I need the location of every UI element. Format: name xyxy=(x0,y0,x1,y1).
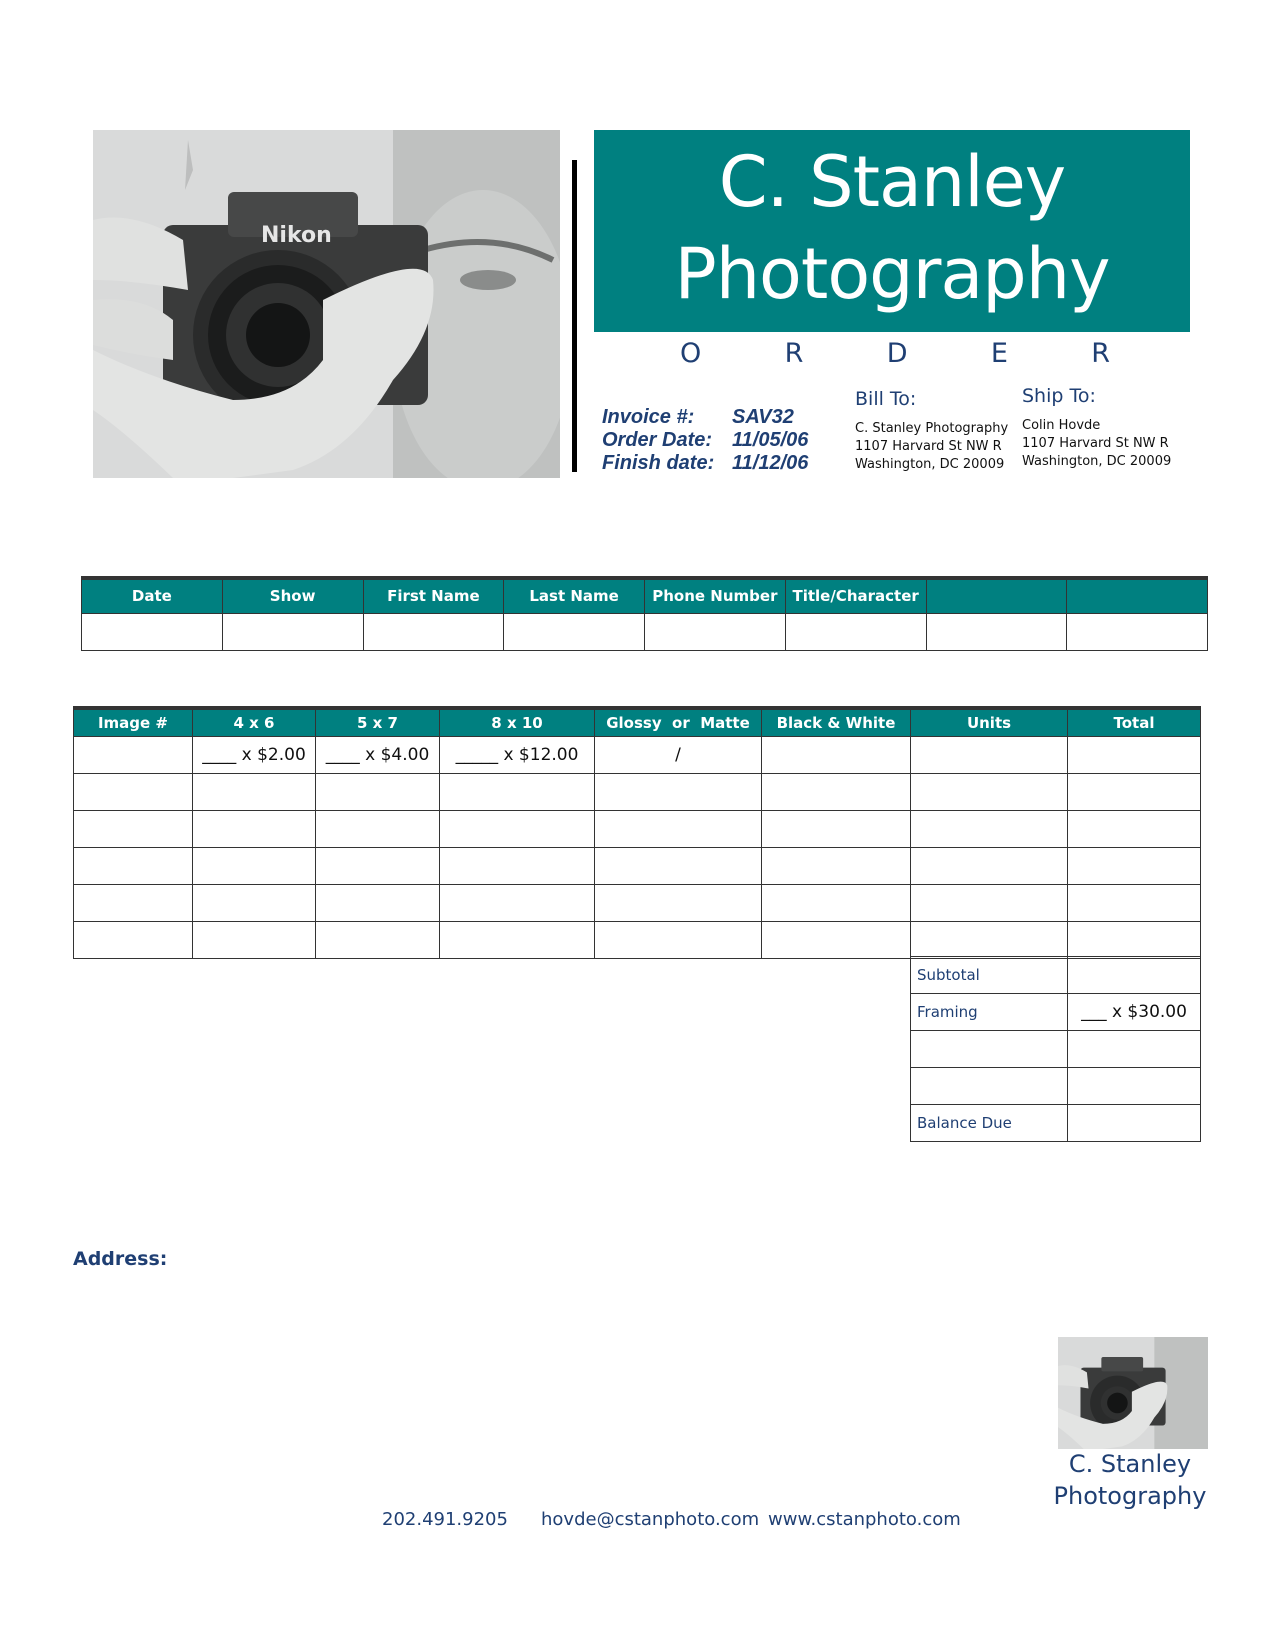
table-cell[interactable] xyxy=(74,773,193,810)
footer-phone: 202.491.9205 xyxy=(382,1509,508,1530)
header-show: Show xyxy=(222,578,363,613)
table-cell[interactable] xyxy=(785,613,926,650)
subtotal-value[interactable] xyxy=(1068,957,1201,994)
balance-due-row xyxy=(911,1105,1201,1142)
finish-choice-cell[interactable]: / xyxy=(595,736,762,773)
table-cell[interactable] xyxy=(82,613,223,650)
table-cell[interactable] xyxy=(440,921,595,958)
subtotal-row xyxy=(911,957,1201,994)
table-cell[interactable] xyxy=(595,847,762,884)
price-5x7-cell[interactable]: ____ x $4.00 xyxy=(316,736,440,773)
table-row xyxy=(74,921,1201,958)
framing-label: Framing xyxy=(911,994,1068,1031)
table-cell[interactable] xyxy=(911,847,1068,884)
customer-table xyxy=(81,576,1208,651)
table-row xyxy=(74,773,1201,810)
table-cell[interactable] xyxy=(440,884,595,921)
balance-due-value[interactable] xyxy=(1068,1105,1201,1142)
title-line-2: Photography xyxy=(674,233,1110,315)
table-cell[interactable] xyxy=(440,773,595,810)
table-cell[interactable] xyxy=(911,810,1068,847)
table-cell[interactable] xyxy=(762,773,911,810)
table-cell[interactable] xyxy=(1068,847,1201,884)
table-cell[interactable] xyxy=(1067,613,1208,650)
table-header-row xyxy=(74,708,1201,736)
order-letter: O xyxy=(680,338,702,369)
bill-to-line: 1107 Harvard St NW R xyxy=(855,439,1002,454)
framing-row xyxy=(911,994,1201,1031)
table-cell[interactable] xyxy=(74,736,193,773)
bill-to-line: C. Stanley Photography xyxy=(855,421,1009,436)
table-cell[interactable] xyxy=(440,847,595,884)
table-cell[interactable] xyxy=(911,921,1068,958)
table-cell[interactable] xyxy=(595,884,762,921)
table-cell[interactable] xyxy=(363,613,504,650)
table-cell[interactable] xyxy=(74,921,193,958)
table-cell[interactable] xyxy=(193,773,316,810)
header-title-character: Title/Character xyxy=(785,578,926,613)
table-cell[interactable] xyxy=(316,847,440,884)
table-cell[interactable] xyxy=(193,884,316,921)
title-banner xyxy=(594,130,1190,332)
footer-brand xyxy=(1030,1448,1230,1512)
table-cell[interactable] xyxy=(762,847,911,884)
footer-brand-line-2: Photography xyxy=(1053,1482,1207,1510)
header-4x6: 4 x 6 xyxy=(193,708,316,736)
footer-website[interactable]: www.cstanphoto.com xyxy=(768,1509,961,1530)
header-units: Units xyxy=(911,708,1068,736)
header-blank xyxy=(1067,578,1208,613)
header-image-number: Image # xyxy=(74,708,193,736)
subtotal-label: Subtotal xyxy=(911,957,1068,994)
table-cell[interactable] xyxy=(1068,773,1201,810)
header-5x7: 5 x 7 xyxy=(316,708,440,736)
table-cell[interactable] xyxy=(911,736,1068,773)
table-header-row xyxy=(82,578,1208,613)
price-4x6-cell[interactable]: ____ x $2.00 xyxy=(193,736,316,773)
table-row xyxy=(74,884,1201,921)
table-cell[interactable] xyxy=(222,613,363,650)
bill-to-heading: Bill To: xyxy=(855,388,917,410)
table-cell[interactable] xyxy=(762,736,911,773)
price-8x10-cell[interactable]: _____ x $12.00 xyxy=(440,736,595,773)
table-cell[interactable] xyxy=(911,773,1068,810)
invoice-number-value: SAV32 xyxy=(732,406,794,428)
table-cell[interactable] xyxy=(74,810,193,847)
table-row xyxy=(911,1031,1201,1068)
ship-to-heading: Ship To: xyxy=(1022,385,1096,407)
svg-text:Nikon: Nikon xyxy=(261,223,332,248)
table-cell[interactable] xyxy=(911,1068,1068,1105)
table-cell[interactable] xyxy=(193,847,316,884)
photographer-photo xyxy=(93,130,560,478)
table-cell[interactable] xyxy=(1068,810,1201,847)
header-phone-number: Phone Number xyxy=(645,578,786,613)
address-label: Address: xyxy=(73,1248,168,1270)
table-cell[interactable] xyxy=(595,810,762,847)
header-date: Date xyxy=(82,578,223,613)
balance-due-label: Balance Due xyxy=(911,1105,1068,1142)
order-heading xyxy=(680,338,1110,369)
summary-table xyxy=(910,956,1201,1142)
ship-to-line: Colin Hovde xyxy=(1022,418,1101,433)
invoice-info xyxy=(602,406,808,475)
items-table xyxy=(73,706,1201,959)
table-cell[interactable] xyxy=(595,921,762,958)
order-letter: D xyxy=(886,338,908,369)
header-glossy-matte: Glossy or Matte xyxy=(595,708,762,736)
header-8x10: 8 x 10 xyxy=(440,708,595,736)
table-cell[interactable] xyxy=(762,884,911,921)
table-cell[interactable] xyxy=(1068,1031,1201,1068)
header-blank xyxy=(926,578,1067,613)
table-cell[interactable] xyxy=(193,921,316,958)
table-cell[interactable] xyxy=(1068,1068,1201,1105)
finish-date-value: 11/12/06 xyxy=(732,452,809,474)
table-cell[interactable] xyxy=(1068,736,1201,773)
invoice-number-label: Invoice #: xyxy=(602,406,695,428)
bill-to-line: Washington, DC 20009 xyxy=(855,457,1005,472)
logo-photo xyxy=(1058,1337,1208,1449)
table-cell[interactable] xyxy=(440,810,595,847)
header-first-name: First Name xyxy=(363,578,504,613)
table-cell[interactable] xyxy=(762,921,911,958)
table-cell[interactable] xyxy=(74,884,193,921)
table-cell[interactable] xyxy=(316,884,440,921)
bill-to-block xyxy=(855,388,1008,474)
finish-date-label: Finish date: xyxy=(602,452,715,474)
table-cell[interactable] xyxy=(193,810,316,847)
table-cell[interactable] xyxy=(762,810,911,847)
order-letter: E xyxy=(990,338,1008,369)
table-cell[interactable] xyxy=(926,613,1067,650)
ship-to-line: 1107 Harvard St NW R xyxy=(1022,436,1169,451)
footer-brand-line-1: C. Stanley xyxy=(1068,1450,1192,1478)
table-row xyxy=(82,613,1208,650)
table-cell[interactable] xyxy=(1068,884,1201,921)
header-total: Total xyxy=(1068,708,1201,736)
table-cell[interactable] xyxy=(316,773,440,810)
table-cell[interactable] xyxy=(504,613,645,650)
table-cell[interactable] xyxy=(911,1031,1068,1068)
footer-email[interactable]: hovde@cstanphoto.com xyxy=(541,1509,760,1530)
table-cell[interactable] xyxy=(645,613,786,650)
table-row xyxy=(74,810,1201,847)
ship-to-block xyxy=(1022,385,1171,471)
header-black-white: Black & White xyxy=(762,708,911,736)
order-date-label: Order Date: xyxy=(602,429,713,451)
order-letter: R xyxy=(1091,338,1110,369)
framing-value[interactable]: ___ x $30.00 xyxy=(1068,994,1201,1031)
table-cell[interactable] xyxy=(74,847,193,884)
header-last-name: Last Name xyxy=(504,578,645,613)
order-letter: R xyxy=(784,338,804,369)
table-cell[interactable] xyxy=(316,921,440,958)
table-cell[interactable] xyxy=(595,773,762,810)
table-cell[interactable] xyxy=(316,810,440,847)
table-row xyxy=(911,1068,1201,1105)
table-cell[interactable] xyxy=(1068,921,1201,958)
table-cell[interactable] xyxy=(911,884,1068,921)
table-row xyxy=(74,736,1201,773)
vertical-divider xyxy=(572,160,577,472)
ship-to-line: Washington, DC 20009 xyxy=(1022,454,1172,469)
table-row xyxy=(74,847,1201,884)
title-line-1: C. Stanley xyxy=(718,141,1066,223)
order-date-value: 11/05/06 xyxy=(732,429,809,451)
